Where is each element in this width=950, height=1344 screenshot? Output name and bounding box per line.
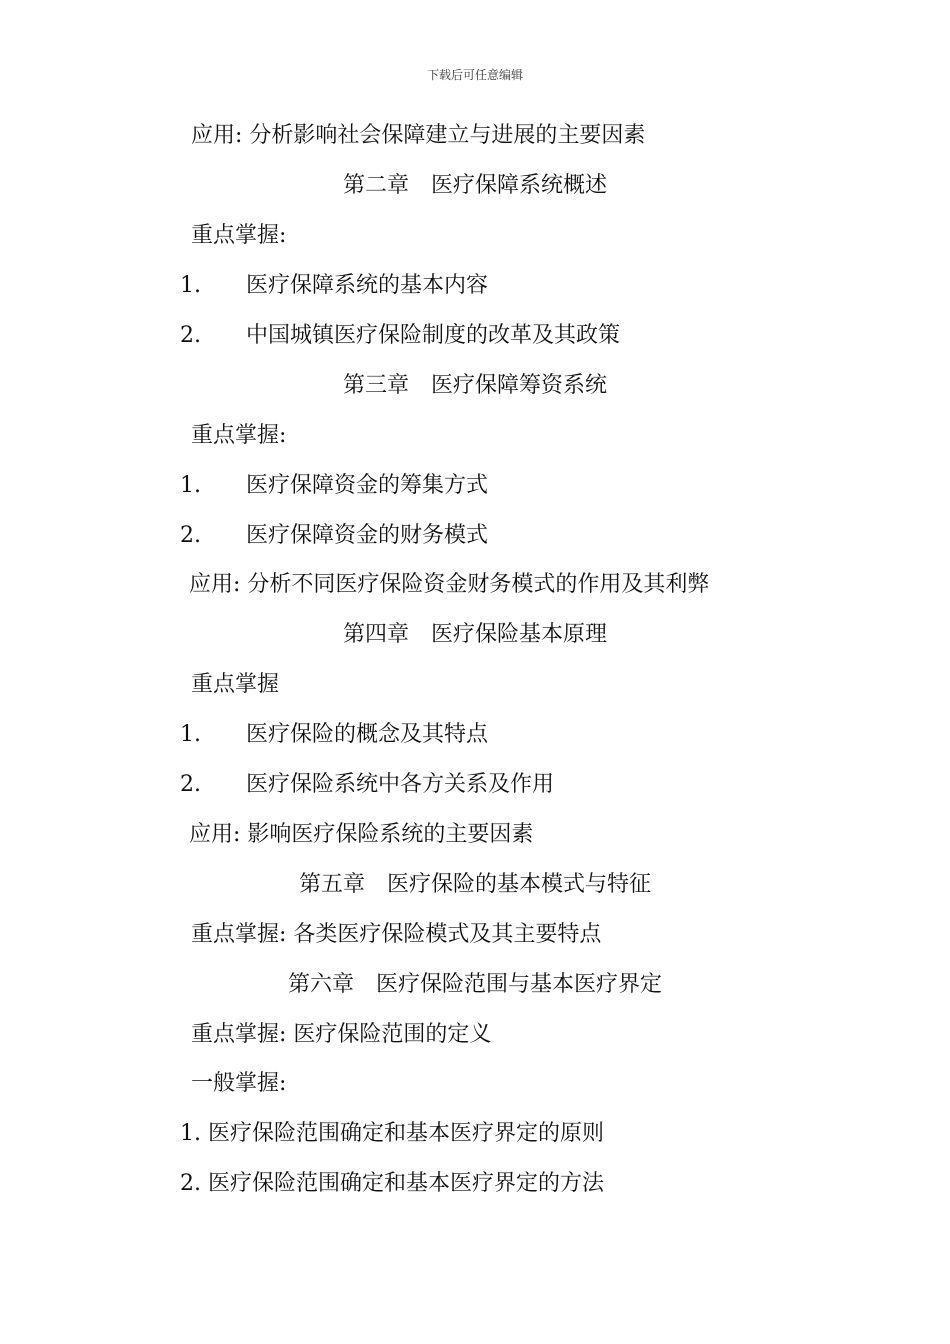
list-item-ch4-1 (180, 720, 488, 750)
list-number: 1. (180, 273, 201, 298)
list-item-ch6-2: 2. 医疗保险范围确定和基本医疗界定的方法 (180, 1171, 604, 1196)
list-text: 医疗保险的概念及其特点 (246, 722, 489, 747)
list-number: 1. (180, 473, 201, 498)
application-line-ch3: 应用: 分析不同医疗保险资金财务模式的作用及其利弊 (189, 572, 710, 597)
chapter-6-heading: 第六章 医疗保险范围与基本医疗界定 (287, 972, 662, 997)
key-points-label-ch4: 重点掌握 (191, 672, 280, 697)
key-points-label-ch2: 重点掌握: (191, 223, 287, 248)
application-line-ch4: 应用: 影响医疗保险系统的主要因素 (189, 822, 534, 847)
general-points-label-ch6: 一般掌握: (191, 1071, 287, 1096)
chapter-2-heading: 第二章 医疗保障系统概述 (342, 173, 607, 198)
list-text: 中国城镇医疗保险制度的改革及其政策 (246, 323, 621, 348)
list-number: 1. (180, 722, 201, 747)
key-points-label-ch3: 重点掌握: (191, 423, 287, 448)
chapter-3-heading: 第三章 医疗保障筹资系统 (342, 373, 607, 398)
list-number: 2. (180, 523, 201, 548)
list-text: 医疗保障系统的基本内容 (246, 273, 489, 298)
list-item-ch2-2 (180, 321, 620, 351)
list-item-ch6-1: 1. 医疗保险范围确定和基本医疗界定的原则 (180, 1121, 604, 1146)
list-text: 医疗保障资金的筹集方式 (246, 473, 489, 498)
list-item-ch4-2 (180, 770, 554, 800)
list-text: 医疗保障资金的财务模式 (246, 523, 489, 548)
list-number: 2. (180, 323, 201, 348)
list-item-ch3-2 (180, 521, 488, 551)
list-item-ch2-1 (180, 271, 488, 301)
application-line-ch1: 应用: 分析影响社会保障建立与进展的主要因素 (191, 123, 646, 148)
chapter-4-heading: 第四章 医疗保险基本原理 (342, 622, 607, 647)
list-text: 医疗保险系统中各方关系及作用 (246, 772, 555, 797)
list-item-ch3-1 (180, 471, 488, 501)
list-number: 2. (180, 772, 201, 797)
key-points-line-ch6: 重点掌握: 医疗保险范围的定义 (191, 1022, 492, 1047)
page-header: 下载后可任意编辑 (426, 68, 523, 82)
chapter-5-heading: 第五章 医疗保险的基本模式与特征 (298, 872, 651, 897)
key-points-line-ch5: 重点掌握: 各类医疗保险模式及其主要特点 (191, 922, 602, 947)
